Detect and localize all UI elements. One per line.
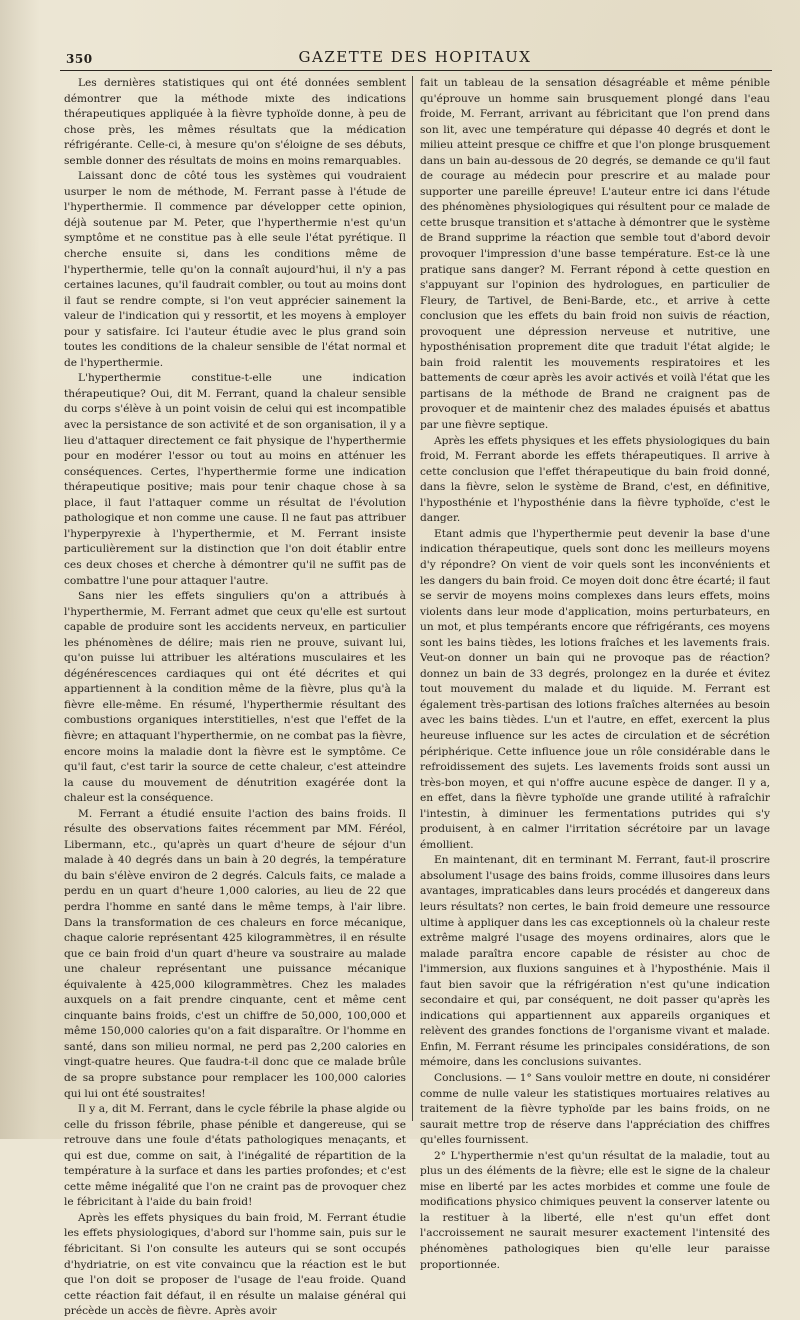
page-number: 350 bbox=[66, 52, 93, 66]
paragraph: Laissant donc de côté tous les systèmes qui voudraient usurper le nom de méthode, M. Ferrant passe à l'étude de l'hyperthermie. Il commence par développer cette opinion, déjà soutenue par M. Peter, que l'hyperthermie n'est qu'un symptôme et ne constitue pas à elle seule l'état pyrétique. Il cherche ensuite si, dans les conditions même de l'hyperthermie, telle qu'on la connaît aujourd'hui, il n'y a pas certaines lacunes, qu'il faudrait combler, ou tout au moins dont il faut se rendre compte, si l'on veut apprécier sainement la valeur de l'indication qui y ressortit, et les moyens à employer pour y satisfaire. Ici l'auteur étudie avec le plus grand soin toutes les conditions de la chaleur sensible de l'état normal et de l'hyperthermie. bbox=[64, 170, 406, 369]
paragraph: L'hyperthermie constitue-t-elle une indication thérapeutique? Oui, dit M. Ferrant, quand la chaleur sensible du corps s'élève à un point voisin de celui qui est incompatible avec la persistance de son activité et de son organisation, il y a lieu d'attaquer directement ce fait physique de l'hyperthermie pour en modérer l'essor ou tout au moins en atténuer les conséquences. Certes, l'hyperthermie forme une indication thérapeutique positive; mais pour tenir chaque chose à sa place, il faut l'attaquer comme un résultat de l'évolution pathologique et non comme une cause. Il ne faut pas attribuer l'hyperpyrexie à l'hyperthermie, et M. Ferrant insiste particulièrement sur la distinction que l'on doit établir entre ces deux choses et cherche à démontrer qu'il ne suffit pas de combattre l'une pour attaquer l'autre. bbox=[64, 372, 406, 587]
right-column bbox=[420, 76, 770, 1271]
paragraph: Etant admis que l'hyperthermie peut devenir la base d'une indication thérapeutique, quels sont donc les meilleurs moyens d'y répondre? On vient de voir quels sont les inconvénients et les dangers du bain froid. Ce moyen doit donc être écarté; il faut se servir de moyens moins complexes dans leurs effets, moins violents dans leur mode d'application, moins perturbateurs, en un mot, et plus tempérants encore que réfrigérants, ces moyens sont les bains tièdes, les lotions fraîches et les lavements frais. Veut-on donner un bain qui ne provoque pas de réaction? donnez un bain de 33 degrés, prolongez en la durée et évitez tout mouvement du malade et du liquide. M. Ferrant est également très-partisan des lotions fraîches alternées au besoin avec les bains tièdes. L'un et l'autre, en effet, exercent la plus heureuse influence sur les actes de circulation et de sécrétion périphérique. Cette influence joue un rôle considérable dans le refroidissement des sujets. Les lavements froids sont aussi un très-bon moyen, et qui n'offre aucune espèce de danger. Il y a, en effet, dans la fièvre typhoïde une grande utilité à rafraîchir l'intestin, à diminuer les fermentations putrides qui s'y produisent, à en calmer l'irritation sécrétoire par un lavage émollient. bbox=[420, 527, 770, 851]
paragraph: 2° L'hyperthermie n'est qu'un résultat de la maladie, tout au plus un des éléments de la fièvre; elle est le signe de la chaleur mise en liberté par les actes morbides et comme une foule de modifications physico chimiques peuvent la conserver latente ou la restituer à la liberté, elle n'est qu'un effet dont l'accroissement ne saurait mesurer exactement l'intensité des phénomènes pathologiques bien qu'elle leur paraisse proportionnée. bbox=[420, 1149, 770, 1271]
paragraph: Sans nier les effets singuliers qu'on a attribués à l'hyperthermie, M. Ferrant admet que ceux qu'elle est surtout capable de produire sont les accidents nerveux, en particulier les phénomènes de délire; mais rien ne prouve, suivant lui, qu'on puisse lui attribuer les altérations musculaires et les dégénérescences cardiaques qui ont été décrites et qui appartiennent à la condition même de la fièvre, plus qu'à la fièvre elle-même. En résumé, l'hyperthermie résultant des combustions organiques interstitielles, n'est que l'effet de la fièvre; en attaquant l'hyperthermie, on ne combat pas la fièvre, encore moins la maladie dont la fièvre est le symptôme. Ce qu'il faut, c'est tarir la source de cette chaleur, c'est atteindre la cause du mouvement de dénutrition exagérée dont la chaleur est la conséquence. bbox=[64, 590, 406, 805]
running-title: GAZETTE DES HOPITAUX bbox=[298, 48, 532, 66]
paragraph: Il y a, dit M. Ferrant, dans le cycle fébrile la phase algide ou celle du frisson fébrile, phase pénible et dangereuse, qui se retrouve dans une foule d'états pathologiques menaçants, et qui est due, comme on sait, à l'inégalité de répartition de la température à la surface et dans les parties profondes; et c'est cette même inégalité que l'on ne craint pas de provoquer chez le fébricitant à l'aide du bain froid! bbox=[64, 1103, 406, 1209]
paragraph: Les dernières statistiques qui ont été données semblent démontrer que la méthode mixte des indications thérapeutiques appliquée à la fièvre typhoïde donne, à peu de chose près, les mêmes résultats que la médication réfrigérante. Celle-ci, à mesure qu'on s'éloigne de ses débuts, semble donner des résultats de moins en moins remarquables. bbox=[64, 77, 406, 167]
left-column bbox=[64, 76, 406, 1318]
conclusions-paragraph: Conclusions. — 1° Sans vouloir mettre en doute, ni considérer comme de nulle valeur les statistiques mortuaires relatives au traitement de la fièvre typhoïde par les bains froids, on ne saurait mettre trop de réserve dans l'appréciation des chiffres qu'elles fournissent. bbox=[420, 1072, 770, 1147]
paragraph: fait un tableau de la sensation désagréable et même pénible qu'éprouve un homme sain brusquement plongé dans l'eau froide, M. Ferrant, arrivant au fébricitant que l'on prend dans son lit, avec une température qui dépasse 40 degrés et dont le milieu atteint presque ce chiffre et que l'on plonge brusquement dans un bain au-dessous de 20 degrés, se demande ce qu'il faut de courage au médecin pour prescrire et au malade pour supporter une pareille épreuve! L'auteur entre ici dans l'étude des phénomènes physiologiques qui résultent pour ce malade de cette brusque transition et s'attache à démontrer que le système de Brand supprime la réaction que semble tout d'abord devoir provoquer l'impression d'une basse température. Est-ce là une pratique sans danger? M. Ferrant répond à cette question en s'appuyant sur l'opinion des hydrologues, en particulier de Fleury, de Tartivel, de Beni-Barde, etc., et arrive à cette conclusion que les effets du bain froid non suivis de réaction, provoquent une dépression nerveuse et nutritive, une hyposthénisation proprement dite que traduit l'état algide; le bain froid ralentit les mouvements respiratoires et les battements de cœur après les avoir activés et voilà l'état que les partisans de la méthode de Brand ne craignent pas de provoquer et de maintenir chez des malades épuisés et abattus par une fièvre septique. bbox=[420, 77, 770, 432]
header-rule bbox=[60, 70, 772, 71]
paragraph: M. Ferrant a étudié ensuite l'action des bains froids. Il résulte des observations faites récemment par MM. Féréol, Libermann, etc., qu'après un quart d'heure de séjour d'un malade à 40 degrés dans un bain à 20 degrés, la température du bain s'élève environ de 2 degrés. Calculs faits, ce malade a perdu en un quart d'heure 1,000 calories, au lieu de 22 que perdra l'homme en santé dans le même temps, à l'air libre. Dans la transformation de ces chaleurs en force mécanique, chaque calorie représentant 425 kilogrammètres, il en résulte que ce bain froid d'un quart d'heure va soustraire au malade une chaleur représentant une puissance mécanique équivalente à 425,000 kilogrammètres. Chez les malades auxquels on a fait prendre cinquante, cent et même cent cinquante bains froids, c'est un chiffre de 50,000, 100,000 et même 150,000 calories qu'on a fait disparaître. Or l'homme en santé, dans son milieu normal, ne perd pas 2,200 calories en vingt-quatre heures. Que faudra-t-il donc que ce malade brûle de sa propre substance pour remplacer les 100,000 calories qui lui ont été soustraites! bbox=[64, 807, 406, 1100]
page-header bbox=[60, 44, 770, 68]
paragraph: En maintenant, dit en terminant M. Ferrant, faut-il proscrire absolument l'usage des bains froids, comme illusoires dans leurs avantages, impraticables dans leurs procédés et dangereux dans leurs résultats? non certes, le bain froid demeure une ressource ultime à appliquer dans les cas exceptionnels où la chaleur reste extrême malgré l'usage des moyens ordinaires, alors que le malade paraîtra encore capable de résister au choc de l'immersion, aux fluxions sanguines et à l'hyposthénie. Mais il faut bien savoir que la réfrigération n'est qu'une indication secondaire et qui, par conséquent, ne doit passer qu'après les indications qui appartiennent aux appareils organiques et relèvent des grandes fonctions de l'organisme vivant et malade. Enfin, M. Ferrant résume les principales considérations, de son mémoire, dans les conclusions suivantes. bbox=[420, 854, 770, 1069]
binding-shadow bbox=[0, 0, 40, 1139]
paragraph: Après les effets physiques et les effets physiologiques du bain froid, M. Ferrant aborde les effets thérapeutiques. Il arrive à cette conclusion que l'effet thérapeutique du bain froid donné, dans la fièvre, selon le système de Brand, c'est, en définitive, l'hyposthénie et l'hyposthénie dans la fièvre typhoïde, c'est le danger. bbox=[420, 434, 770, 525]
column-divider bbox=[412, 76, 413, 1121]
paragraph: Après les effets physiques du bain froid, M. Ferrant étudie les effets physiologiques, d'abord sur l'homme sain, puis sur le fébricitant. Si l'on consulte les auteurs qui se sont occupés d'hydriatrie, on est vite convaincu que la réaction est le but que l'on doit se proposer de l'usage de l'eau froide. Quand cette réaction fait défaut, il en résulte un malaise général qui précède un accès de fièvre. Après avoir bbox=[64, 1211, 406, 1318]
